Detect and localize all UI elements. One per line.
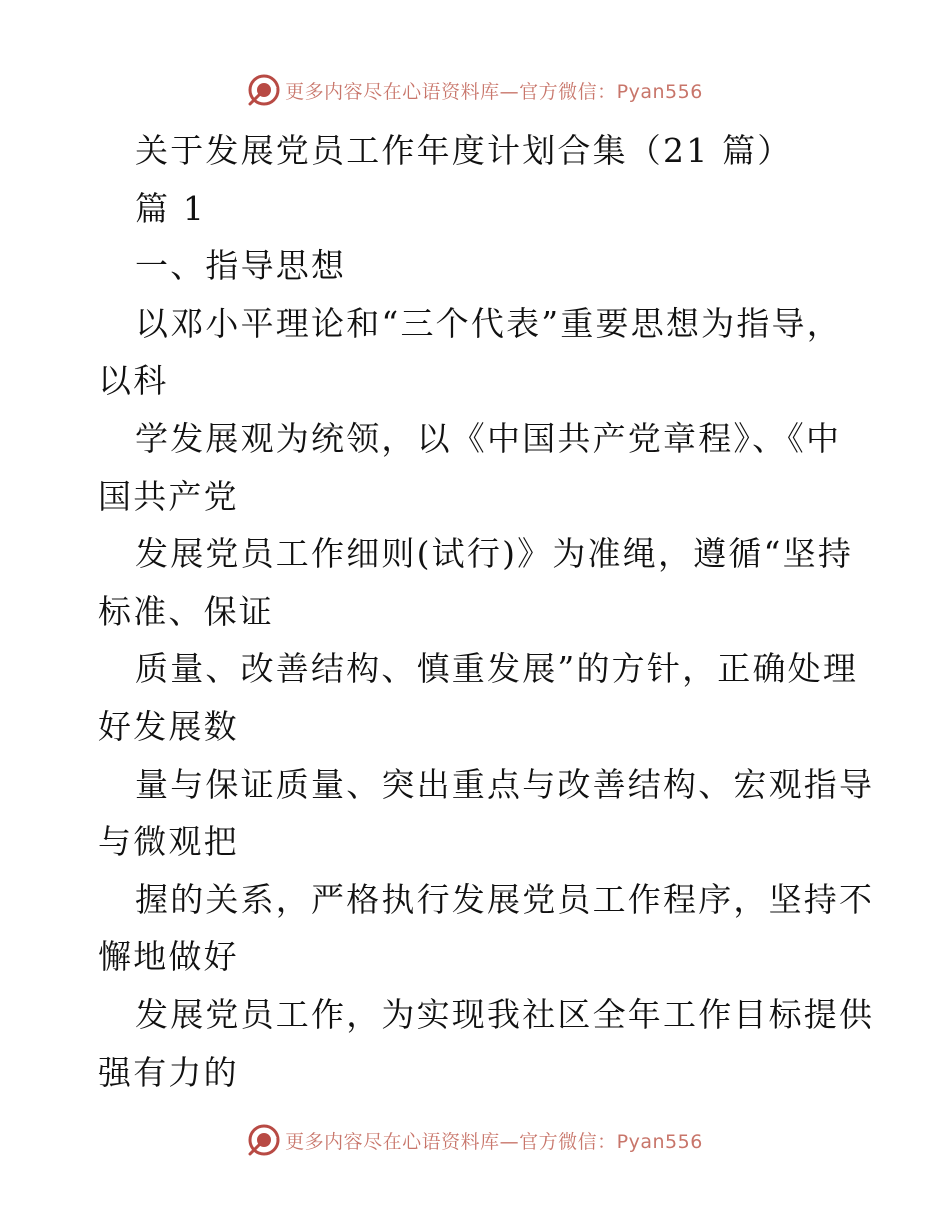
text-line: 国共产党: [98, 476, 239, 516]
text-line: 与微观把: [98, 822, 239, 862]
text-line: 发展党员工作细则(试行)》为准绳，遵循“坚持: [135, 534, 854, 574]
text-line: 学发展观为统领，以《中国共产党章程》、《中: [135, 418, 842, 458]
text-line: 一、指导思想: [135, 246, 347, 286]
footer-watermark-text: 更多内容尽在心语资料库—官方微信：Pyan556: [285, 1130, 703, 1153]
header-watermark-banner: [0, 70, 950, 110]
text-line: 好发展数: [98, 706, 239, 746]
text-line: 以邓小平理论和“三个代表”重要思想为指导，: [135, 303, 842, 343]
text-line: 篇 1: [135, 188, 207, 228]
pen-logo-icon: [247, 73, 281, 107]
text-line: 懈地做好: [98, 937, 239, 977]
document-title: 关于发展党员工作年度计划合集（21 篇）: [135, 131, 793, 170]
text-line: 质量、改善结构、慎重发展”的方针，正确处理: [135, 649, 859, 689]
text-line: 强有力的: [98, 1052, 239, 1092]
text-line: 握的关系，严格执行发展党员工作程序，坚持不: [135, 879, 875, 919]
footer-watermark-banner: [0, 1120, 950, 1160]
document-body: [0, 122, 950, 1101]
text-line: 发展党员工作，为实现我社区全年工作目标提供: [135, 994, 875, 1034]
header-watermark-text: 更多内容尽在心语资料库—官方微信：Pyan556: [285, 80, 703, 103]
text-line: 标准、保证: [98, 591, 274, 631]
text-line: 量与保证质量、突出重点与改善结构、宏观指导: [135, 764, 875, 804]
text-line: 以科: [98, 361, 169, 401]
pen-logo-icon: [247, 1123, 281, 1157]
